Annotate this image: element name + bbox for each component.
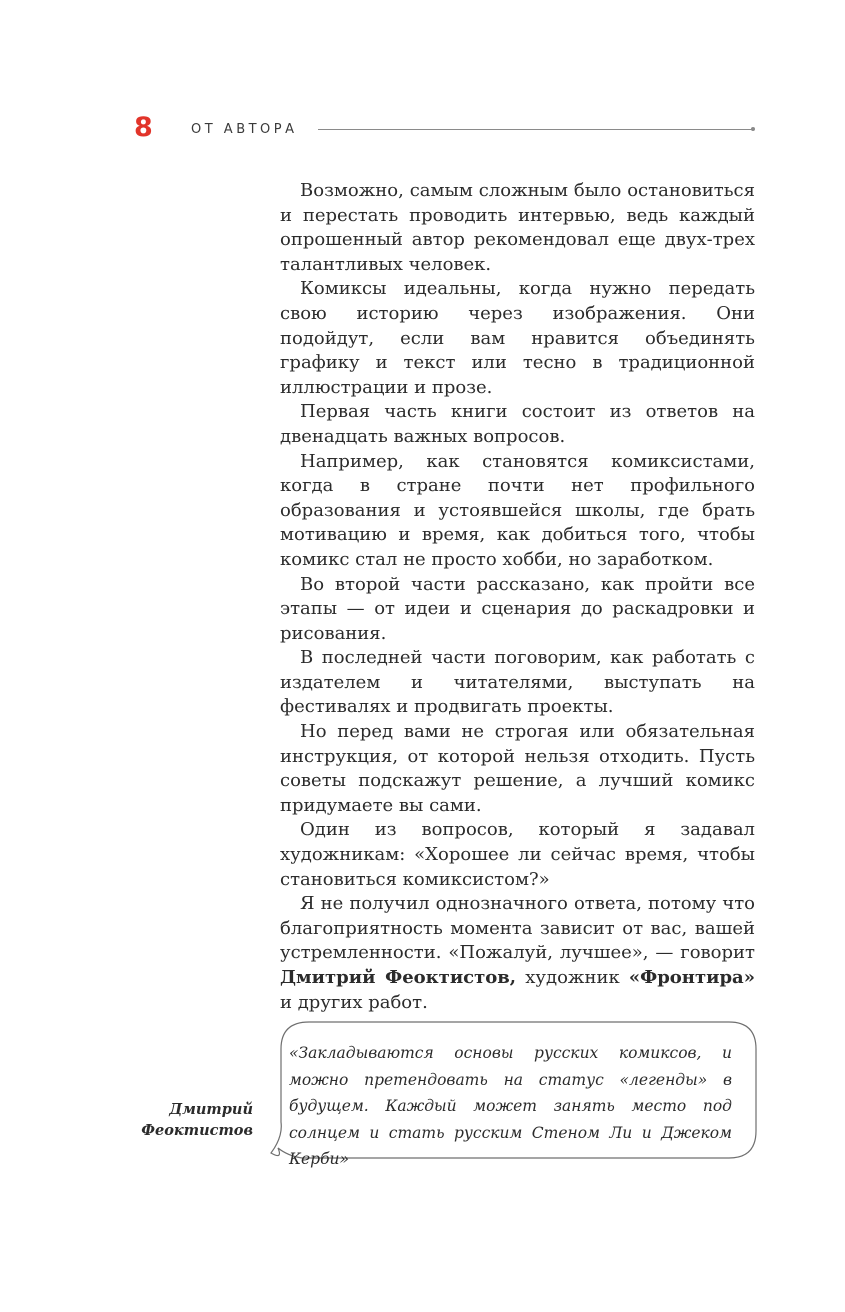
paragraph-text: художник	[516, 967, 629, 988]
paragraph: Возможно, самым сложным было остановиться и перестать проводить интервью, ведь каждый опрошенный автор рекомендовал еще двух-трех талантливых человек.	[280, 180, 755, 275]
paragraph: Например, как становятся комиксистами, когда в стране почти нет профильного образования и устоявшейся школы, где брать мотивацию и время, как добиться того, чтобы комикс стал не просто хобби, но заработком.	[280, 450, 755, 570]
paragraph: Первая часть книги состоит из ответов на двенадцать важных вопросов.	[280, 401, 755, 447]
speaker-first-name: Дмитрий	[169, 1101, 253, 1118]
paragraph: Один из вопросов, который я задавал художникам: «Хорошее ли сейчас время, чтобы становиться комиксистом?»	[280, 819, 755, 890]
paragraph: Комиксы идеальны, когда нужно передать свою историю через изображения. Они подойдут, если вам нравится объединять графику и текст или тесно в традиционной иллюстрации и прозе.	[280, 278, 755, 398]
paragraph-text: Я не получил однозначного ответа, потому что благоприятность момента зависит от вас, вашей устремленности. «Пожалуй, лучшее», — говорит	[280, 893, 755, 964]
paragraph-text: и других работ.	[280, 991, 428, 1013]
speaker-last-name: Феоктистов	[141, 1122, 253, 1139]
paragraph: В последней части поговорим, как работать с издателем и читателями, выступать на фестивалях и продвигать проекты.	[280, 647, 755, 718]
page-number: 8	[134, 112, 153, 143]
paragraph: Во второй части рассказано, как пройти все этапы — от идеи и сценария до раскадровки и рисования.	[280, 573, 755, 644]
artist-name: Дмитрий Феоктистов,	[280, 967, 517, 988]
section-title: ОТ АВТОРА	[191, 122, 298, 137]
paragraph: Но перед вами не строгая или обязательная инструкция, от которой нельзя отходить. Пусть советы подскажут решение, а лучший комикс придумаете вы сами.	[280, 721, 755, 816]
quote-text: «Закладываются основы русских комиксов, и можно претендовать на статус «легенды» в будущем. Каждый может занять место под солнцем и стать русским Стеном Ли и Джеком Керби»	[289, 1044, 732, 1168]
work-title: «Фронтира»	[628, 967, 755, 988]
